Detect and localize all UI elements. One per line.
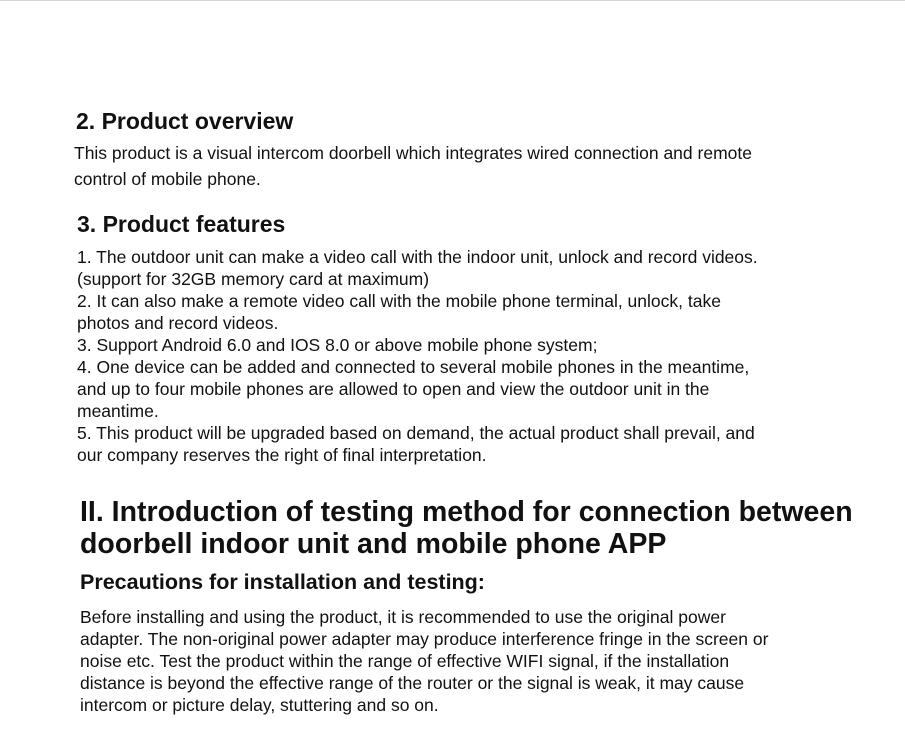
product-features-heading: 3. Product features [77, 211, 286, 237]
text-line: control of mobile phone. [74, 169, 261, 189]
precautions-text [80, 606, 768, 716]
product-features-list [77, 246, 758, 466]
list-item: and up to four mobile phones are allowed to open and view the outdoor unit in the [77, 379, 710, 399]
text-line: intercom or picture delay, stuttering and so on. [80, 695, 439, 715]
list-item: 4. One device can be added and connected to several mobile phones in the meantime, [77, 357, 750, 377]
list-item: 1. The outdoor unit can make a video call with the indoor unit, unlock and record videos. [77, 247, 758, 267]
list-item: 5. This product will be upgraded based on demand, the actual product shall prevail, and [77, 423, 755, 443]
heading-line: II. Introduction of testing method for connection between [80, 496, 853, 528]
text-line: This product is a visual intercom doorbell which integrates wired connection and remote [74, 143, 752, 163]
text-line: noise etc. Test the product within the range of effective WIFI signal, if the installation [80, 651, 730, 671]
list-item: (support for 32GB memory card at maximum) [77, 269, 430, 289]
heading-line: doorbell indoor unit and mobile phone APP [80, 528, 667, 560]
list-item: photos and record videos. [77, 313, 279, 333]
list-item: 3. Support Android 6.0 and IOS 8.0 or above mobile phone system; [77, 335, 598, 355]
list-item: meantime. [77, 401, 159, 421]
list-item: our company reserves the right of final interpretation. [77, 445, 487, 465]
top-divider [0, 0, 905, 1]
text-line: adapter. The non-original power adapter may produce interference fringe in the screen or [80, 629, 769, 649]
text-line: Before installing and using the product, it is recommended to use the original power [80, 607, 726, 627]
list-item: 2. It can also make a remote video call with the mobile phone terminal, unlock, take [77, 291, 721, 311]
product-overview-text [74, 140, 752, 192]
product-overview-heading: 2. Product overview [76, 108, 294, 134]
precautions-heading: Precautions for installation and testing: [80, 570, 485, 594]
section-two-heading [80, 496, 853, 560]
text-line: distance is beyond the effective range of the router or the signal is weak, it may cause [80, 673, 745, 693]
